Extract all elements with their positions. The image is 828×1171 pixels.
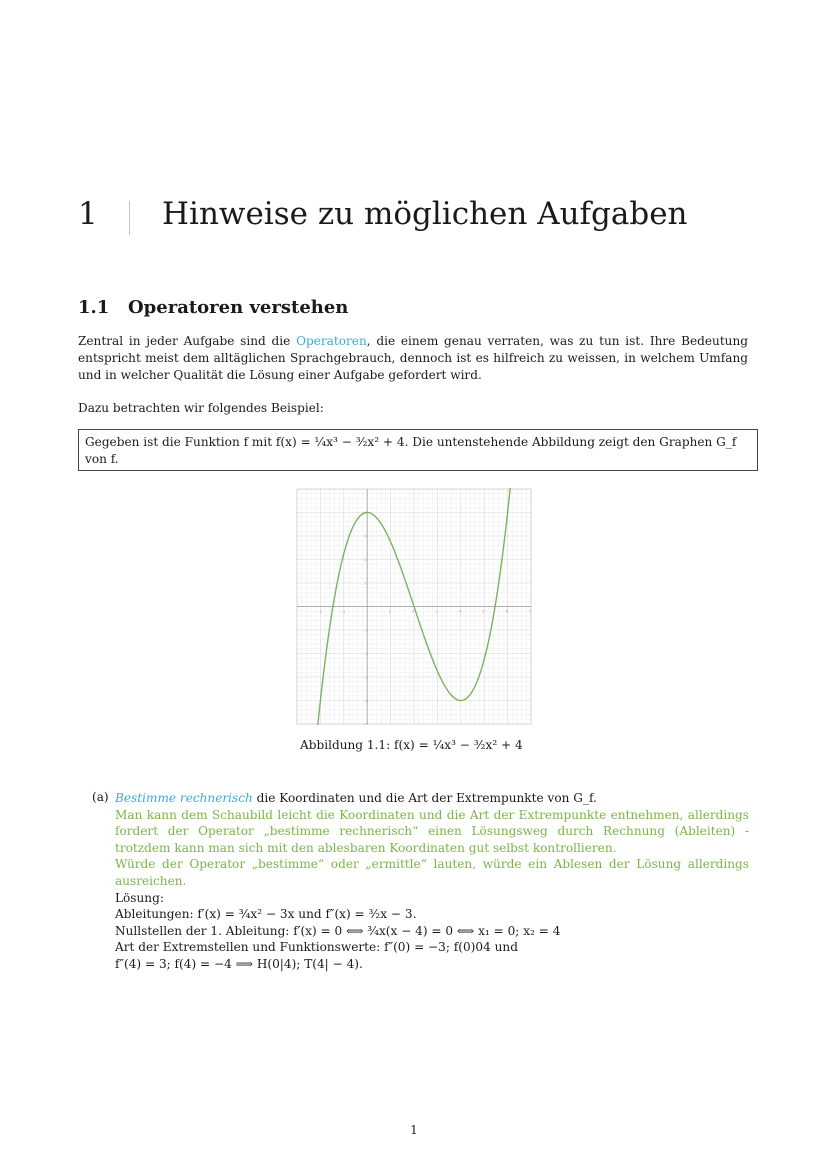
x-tick-label: 1 <box>388 609 391 614</box>
task-body <box>115 790 749 973</box>
y-tick-label: -3 <box>364 675 368 680</box>
y-tick-label: 3 <box>364 534 367 539</box>
chapter-number: 1 <box>78 196 98 232</box>
solution-label: Lösung: <box>115 890 164 905</box>
x-tick-label: 7 <box>529 609 532 614</box>
y-tick-label: -2 <box>364 652 368 656</box>
figure-caption: Abbildung 1.1: f(x) = ¼x³ − ³⁄₂x² + 4 <box>300 738 523 752</box>
y-tick-label: -5 <box>364 722 368 725</box>
intro-paragraph <box>78 333 748 385</box>
given-box: Gegeben ist die Funktion f mit f(x) = ¼x³ − ³⁄₂x² + 4. Die untenstehende Abbildung zeigt den Graphen G_f von f. <box>78 429 758 471</box>
chapter-divider <box>129 201 130 235</box>
y-tick-label: 1 <box>364 581 367 586</box>
x-tick-label: 5 <box>482 609 485 614</box>
x-tick-label: -1 <box>341 609 346 614</box>
graph-tick-labels <box>318 511 531 725</box>
y-tick-label: -1 <box>364 628 368 633</box>
section-title: Operatoren verstehen <box>128 297 349 318</box>
intro-text-b: , die einem genau verraten, was zu tun ist. Ihre Bedeutung entspricht meist dem alltäglichen Sprachgebrauch, dennoch ist es hilfreich zu weissen, in welchem Umfang und in welcher Qualität die Lösung einer Aufgabe gefordert wird. <box>78 334 748 383</box>
task-text: die Koordinaten und die Art der Extrempunkte von G_f. <box>252 791 597 805</box>
solution-line-4: f″(4) = 3; f(4) = −4 ⟹ H(0|4); T(4| − 4). <box>115 956 363 971</box>
task-operator: Bestimme rechnerisch <box>115 791 253 805</box>
task-hint-1: Man kann dem Schaubild leicht die Koordinaten und die Art der Extrempunkte entnehmen, allerdings fordert der Operator „bestimme rechnerisch“ einen Lösungsweg durch Rechnung (Ableiten) - trotzdem kann man sich mit den ablesbaren Koordinaten gut selbst kontrollieren. <box>115 807 749 855</box>
task-hint-2: Würde der Operator „bestimme“ oder „ermittle“ lauten, würde ein Ablesen der Lösung allerdings ausreichen. <box>115 857 749 888</box>
x-tick-label: 3 <box>435 609 438 614</box>
y-tick-label: 2 <box>364 558 367 562</box>
intro-text-a: Zentral in jeder Aufgabe sind die <box>78 334 297 348</box>
solution-line-2: Nullstellen der 1. Ableitung: f′(x) = 0 ⟺ ¾x(x − 4) = 0 ⟺ x₁ = 0; x₂ = 4 <box>115 923 561 938</box>
x-tick-label: -2 <box>318 609 322 614</box>
x-tick-label: 6 <box>505 609 508 614</box>
section-number: 1.1 <box>78 297 110 318</box>
function-graph <box>296 488 532 725</box>
solution-line-3: Art der Extremstellen und Funktionswerte: f″(0) = −3; f(0)04 und <box>115 940 518 955</box>
example-intro: Dazu betrachten wir folgendes Beispiel: <box>78 401 324 415</box>
y-tick-label: 4 <box>364 511 367 515</box>
solution-line-1: Ableitungen: f′(x) = ¾x² − 3x und f″(x) = ³⁄₂x − 3. <box>115 907 417 922</box>
x-tick-label: 2 <box>412 609 415 614</box>
page-number: 1 <box>410 1123 418 1137</box>
task-label: (a) <box>92 790 109 804</box>
chapter-title: Hinweise zu möglichen Aufgaben <box>162 196 688 232</box>
operatoren-link[interactable]: Operatoren <box>296 334 367 348</box>
y-tick-label: -4 <box>364 699 368 703</box>
x-tick-label: 4 <box>458 609 462 614</box>
